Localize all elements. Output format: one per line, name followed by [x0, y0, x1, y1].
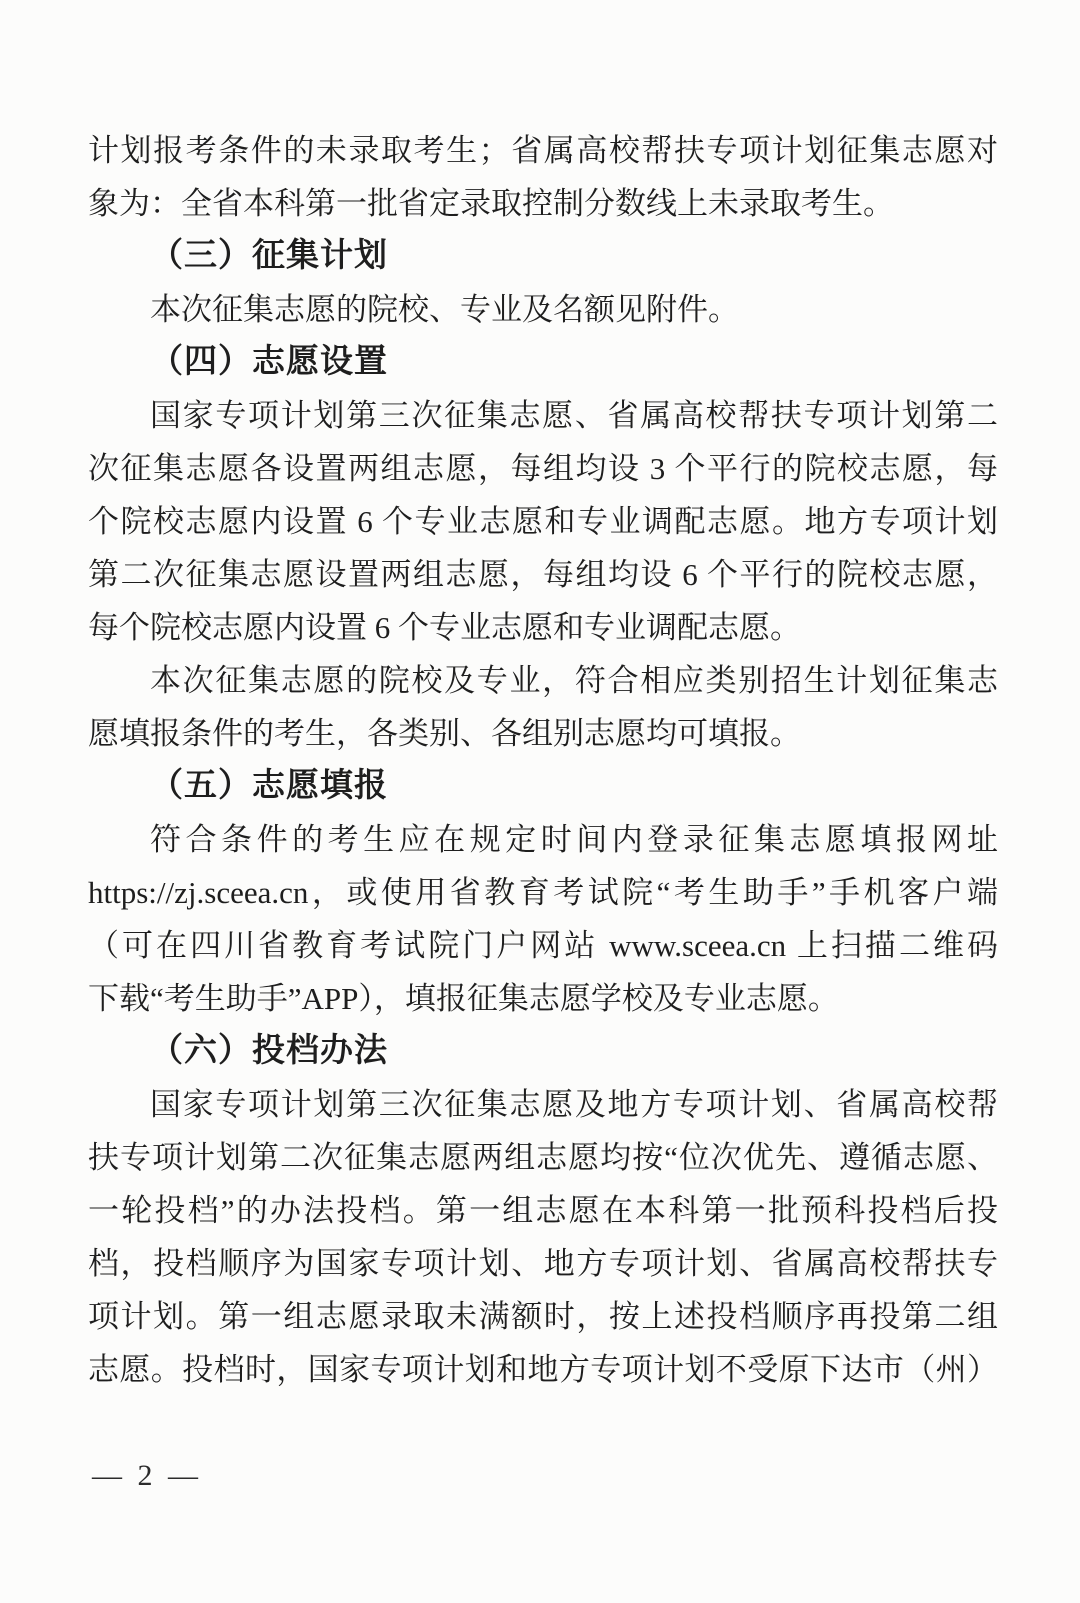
text-line: 国家专项计划第三次征集志愿及地方专项计划、省属高校帮	[150, 1087, 998, 1122]
text-line: 计划报考条件的未录取考生；省属高校帮扶专项计划征集志愿对	[88, 133, 998, 168]
text-line: 一轮投档”的办法投档。第一组志愿在本科第一批预科投档后投	[88, 1193, 998, 1228]
text-line: 项计划。第一组志愿录取未满额时，按上述投档顺序再投第二组	[88, 1299, 998, 1334]
page-number: — 2 —	[92, 1459, 202, 1492]
text-line-with-url: https://zj.sceea.cn，或使用省教育考试院“考生助手”手机客户端	[88, 875, 998, 910]
section-heading-3: （三）征集计划	[150, 238, 388, 274]
text-line: 愿填报条件的考生，各类别、各组别志愿均可填报。	[88, 716, 801, 751]
text-line: 符合条件的考生应在规定时间内登录征集志愿填报网址	[150, 822, 998, 857]
text-line: 档，投档顺序为国家专项计划、地方专项计划、省属高校帮扶专	[88, 1246, 998, 1281]
text-line: 国家专项计划第三次征集志愿、省属高校帮扶专项计划第二	[150, 398, 998, 433]
text-line: 象为：全省本科第一批省定录取控制分数线上未录取考生。	[88, 186, 894, 221]
text-line: 下载“考生助手”APP），填报征集志愿学校及专业志愿。	[88, 981, 839, 1016]
text-line: 本次征集志愿的院校及专业，符合相应类别招生计划征集志	[150, 663, 998, 698]
section-heading-5: （五）志愿填报	[150, 768, 388, 804]
section-heading-6: （六）投档办法	[150, 1033, 388, 1069]
text-line: 第二次征集志愿设置两组志愿，每组均设 6 个平行的院校志愿，	[88, 557, 998, 592]
text-line: 个院校志愿内设置 6 个专业志愿和专业调配志愿。地方专项计划	[88, 504, 998, 539]
section-heading-4: （四）志愿设置	[150, 344, 388, 380]
text-line-with-url: （可在四川省教育考试院门户网站 www.sceea.cn 上扫描二维码	[88, 928, 998, 963]
document-body	[88, 124, 998, 1396]
text-line: 志愿。投档时，国家专项计划和地方专项计划不受原下达市（州）	[88, 1352, 998, 1387]
text-line: 次征集志愿各设置两组志愿，每组均设 3 个平行的院校志愿，每	[88, 451, 998, 486]
text-line: 本次征集志愿的院校、专业及名额见附件。	[150, 292, 739, 327]
text-line: 扶专项计划第二次征集志愿两组志愿均按“位次优先、遵循志愿、	[88, 1140, 998, 1175]
text-line: 每个院校志愿内设置 6 个专业志愿和专业调配志愿。	[88, 610, 801, 645]
